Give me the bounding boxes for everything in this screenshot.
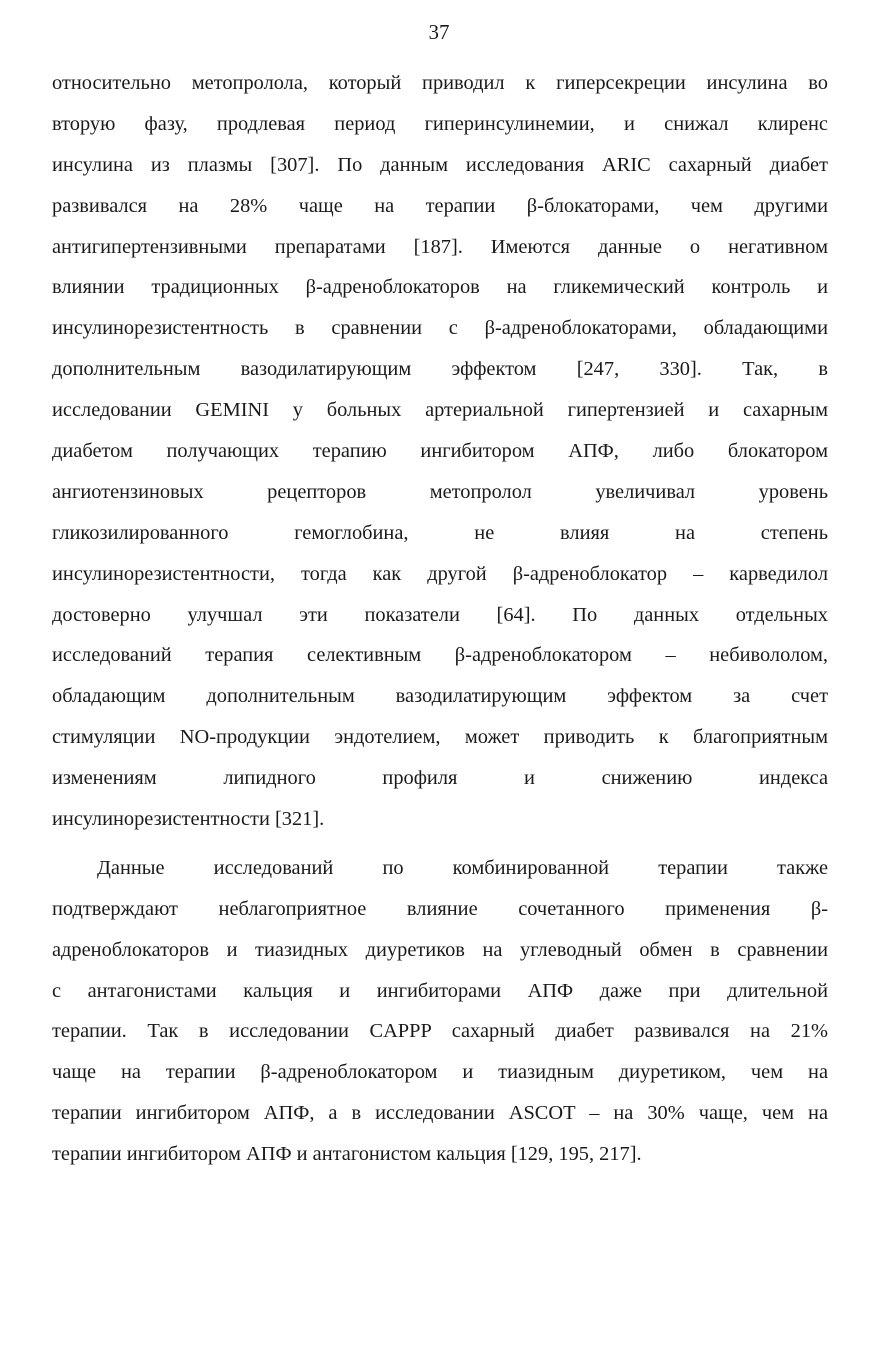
text-line: адреноблокаторов и тиазидных диуретиков на углеводный обмен в сравнении (52, 938, 828, 961)
text-line: вторую фазу, продлевая период гиперинсулинемии, и снижал клиренс (52, 112, 828, 135)
text-line: чаще на терапии β-адреноблокатором и тиазидным диуретиком, чем на (52, 1061, 828, 1084)
text-line: развивался на 28% чаще на терапии β-блокаторами, чем другими (52, 194, 828, 217)
paragraph-2 (52, 848, 828, 1175)
paragraph-gap (52, 840, 828, 848)
text-line: ангиотензиновых рецепторов метопролол увеличивал уровень (52, 480, 828, 503)
text-line: инсулина из плазмы [307]. По данным исследования ARIC сахарный диабет (52, 153, 828, 176)
text-line: влиянии традиционных β-адреноблокаторов на гликемический контроль и (52, 276, 828, 299)
text-line: антигипертензивными препаратами [187]. Имеются данные о негативном (52, 235, 828, 258)
text-line: инсулинорезистентность в сравнении с β-адреноблокаторами, обладающими (52, 317, 828, 340)
text-line: обладающим дополнительным вазодилатирующим эффектом за счет (52, 685, 828, 708)
text-line: терапии. Так в исследовании CAPPP сахарный диабет развивался на 21% (52, 1020, 828, 1043)
text-line: изменениям липидного профиля и снижению индекса (52, 767, 828, 790)
text-line: терапии ингибитором АПФ, а в исследовании ASCOT – на 30% чаще, чем на (52, 1102, 828, 1125)
text-line: исследований терапия селективным β-адреноблокатором – небивололом, (52, 644, 828, 667)
paragraph-1 (52, 63, 828, 840)
text-line: относительно метопролола, который приводил к гиперсекреции инсулина во (52, 72, 828, 94)
text-line: достоверно улучшал эти показатели [64]. По данных отдельных (52, 603, 828, 626)
text-line: с антагонистами кальция и ингибиторами АПФ даже при длительной (52, 979, 828, 1002)
body-text (52, 63, 828, 1175)
text-line: инсулинорезистентности [321]. (52, 808, 325, 831)
text-line: инсулинорезистентности, тогда как другой β-адреноблокатор – карведилол (52, 562, 828, 585)
page-number: 37 (428, 20, 450, 44)
text-line: подтверждают неблагоприятное влияние сочетанного применения β- (52, 897, 828, 920)
text-line: дополнительным вазодилатирующим эффектом [247, 330]. Так, в (52, 358, 828, 381)
text-line: терапии ингибитором АПФ и антагонистом кальция [129, 195, 217]. (52, 1143, 642, 1166)
text-line: гликозилированного гемоглобина, не влияя на степень (52, 521, 828, 544)
text-line: Данные исследований по комбинированной терапии также (97, 856, 828, 879)
text-line: диабетом получающих терапию ингибитором АПФ, либо блокатором (52, 440, 828, 463)
text-line: исследовании GEMINI у больных артериальной гипертензией и сахарным (52, 399, 828, 422)
text-line: стимуляции NO-продукции эндотелием, может приводить к благоприятным (52, 726, 828, 749)
